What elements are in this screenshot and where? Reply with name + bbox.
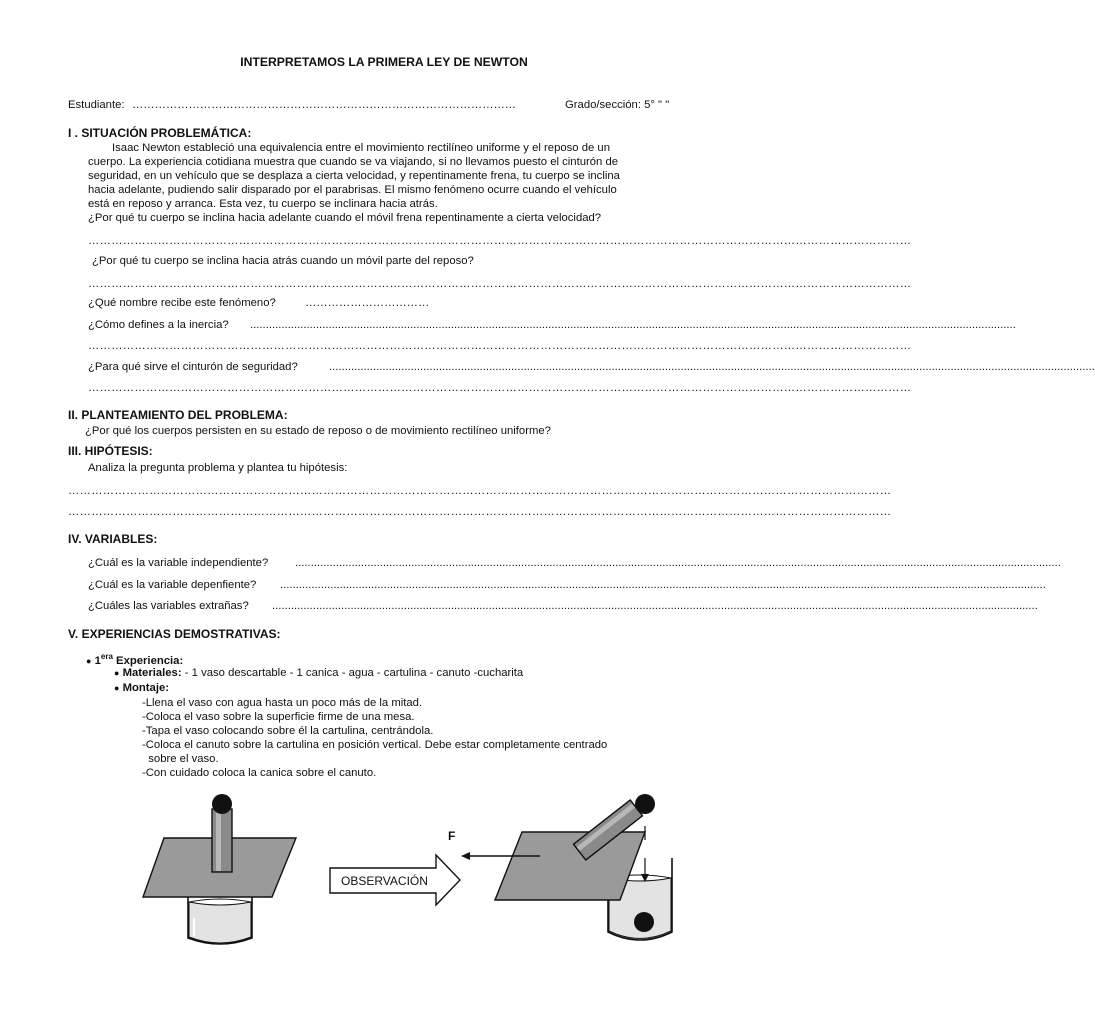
montaje-step: -Llena el vaso con agua hasta un poco más de la mitad. bbox=[142, 697, 423, 709]
s1-question-1: ¿Por qué tu cuerpo se inclina hacia adelante cuando el móvil frena repentinamente a cierta velocidad? bbox=[88, 212, 602, 224]
left-straw bbox=[212, 809, 232, 872]
observation-label: OBSERVACIÓN bbox=[341, 874, 428, 888]
answer-line[interactable]: …………………………………………………………………………………………………………………………………………………………………………………………… bbox=[68, 506, 892, 518]
answer-line[interactable]: .................................................................................................................................................................................................................................................... bbox=[329, 361, 1095, 373]
s1-question-3: ¿Qué nombre recibe este fenómeno? bbox=[88, 297, 276, 309]
answer-line[interactable]: …………………………………………………………………………………………………………………………………………………………………………………………… bbox=[88, 382, 912, 394]
s1-paragraph-line-3: seguridad, en un vehículo que se desplaza a cierta velocidad, y repentinamente frena, tu cuerpo se inclina bbox=[88, 170, 620, 182]
montaje-step: -Coloca el vaso sobre la superficie firme de una mesa. bbox=[142, 711, 415, 723]
answer-line[interactable]: .................................................................................................................................................................................................................................................... bbox=[250, 319, 1016, 331]
answer-line[interactable]: …………………………… bbox=[305, 297, 430, 309]
section-1-heading: I . SITUACIÓN PROBLEMÁTICA: bbox=[68, 126, 252, 140]
montaje-label: Montaje: bbox=[122, 682, 170, 694]
s1-paragraph-line-1: Isaac Newton estableció una equivalencia entre el movimiento rectilíneo uniforme y el reposo de un bbox=[112, 142, 610, 154]
left-marble bbox=[212, 794, 232, 814]
section-4-heading: IV. VARIABLES: bbox=[68, 532, 158, 546]
answer-line[interactable]: …………………………………………………………………………………………………………………………………………………………………………………………… bbox=[68, 485, 892, 497]
s4-question-3: ¿Cuáles las variables extrañas? bbox=[88, 600, 249, 612]
section-2-heading: II. PLANTEAMIENTO DEL PROBLEMA: bbox=[68, 408, 288, 422]
bullet-icon: ● bbox=[114, 683, 120, 693]
grade-section-field[interactable]: Grado/sección: 5° " " bbox=[565, 99, 670, 111]
montaje-step: -Coloca el canuto sobre la cartulina en posición vertical. Debe estar completamente centrado bbox=[142, 739, 608, 751]
bullet-icon: ● bbox=[86, 655, 92, 666]
s1-question-2: ¿Por qué tu cuerpo se inclina hacia atrás cuando un móvil parte del reposo? bbox=[92, 255, 474, 267]
page-title: INTERPRETAMOS LA PRIMERA LEY DE NEWTON bbox=[240, 55, 528, 69]
s1-paragraph-line-4: hacia adelante, pudiendo salir disparado por el parabrisas. El mismo fenómeno ocurre cuando el vehículo bbox=[88, 184, 617, 196]
bullet-icon: ● bbox=[114, 668, 120, 678]
s1-paragraph-line-2: cuerpo. La experiencia cotidiana muestra que cuando se va viajando, si no llevamos puesto el cinturón de bbox=[88, 156, 619, 168]
answer-line[interactable]: .................................................................................................................................................................................................................................................... bbox=[295, 557, 1061, 569]
answer-line[interactable]: …………………………………………………………………………………………………………………………………………………………………………………………… bbox=[88, 340, 912, 352]
student-label: Estudiante: bbox=[68, 99, 125, 111]
answer-line[interactable]: .................................................................................................................................................................................................................................................... bbox=[272, 600, 1038, 612]
answer-line[interactable]: .................................................................................................................................................................................................................................................... bbox=[280, 579, 1046, 591]
answer-line[interactable]: …………………………………………………………………………………………………………………………………………………………………………………………… bbox=[88, 278, 912, 290]
right-marble-in-water bbox=[634, 912, 654, 932]
student-name-field[interactable]: ………………………………………………………………………………………… bbox=[132, 99, 517, 111]
materials-list: - 1 vaso descartable - 1 canica - agua - cartulina - canuto -cucharita bbox=[181, 667, 524, 679]
s1-paragraph-line-5: está en reposo y arranca. Esta vez, tu cuerpo se inclinara hacia atrás. bbox=[88, 198, 438, 210]
montaje-step: sobre el vaso. bbox=[142, 753, 219, 765]
right-cardboard bbox=[495, 832, 645, 900]
section-3-heading: III. HIPÓTESIS: bbox=[68, 444, 153, 458]
s4-question-2: ¿Cuál es la variable depenfiente? bbox=[88, 579, 257, 591]
montaje-step: -Tapa el vaso colocando sobre él la cartulina, centrándola. bbox=[142, 725, 434, 737]
s2-question: ¿Por qué los cuerpos persisten en su estado de reposo o de movimiento rectilíneo uniforme? bbox=[85, 425, 551, 437]
s1-question-5: ¿Para qué sirve el cinturón de seguridad? bbox=[88, 361, 298, 373]
s1-question-4: ¿Cómo defines a la inercia? bbox=[88, 319, 229, 331]
experience-1-heading: ● $1^{era}$ Experiencia: bbox=[86, 652, 184, 667]
s3-instruction: Analiza la pregunta problema y plantea tu hipótesis: bbox=[88, 462, 348, 474]
materials-label: Materiales: bbox=[122, 667, 182, 679]
right-marble bbox=[635, 794, 655, 814]
force-label: F bbox=[448, 829, 456, 843]
s4-question-1: ¿Cuál es la variable independiente? bbox=[88, 557, 269, 569]
montaje-step: -Con cuidado coloca la canica sobre el canuto. bbox=[142, 767, 377, 779]
answer-line[interactable]: …………………………………………………………………………………………………………………………………………………………………………………………… bbox=[88, 235, 912, 247]
section-5-heading: V. EXPERIENCIAS DEMOSTRATIVAS: bbox=[68, 627, 281, 641]
